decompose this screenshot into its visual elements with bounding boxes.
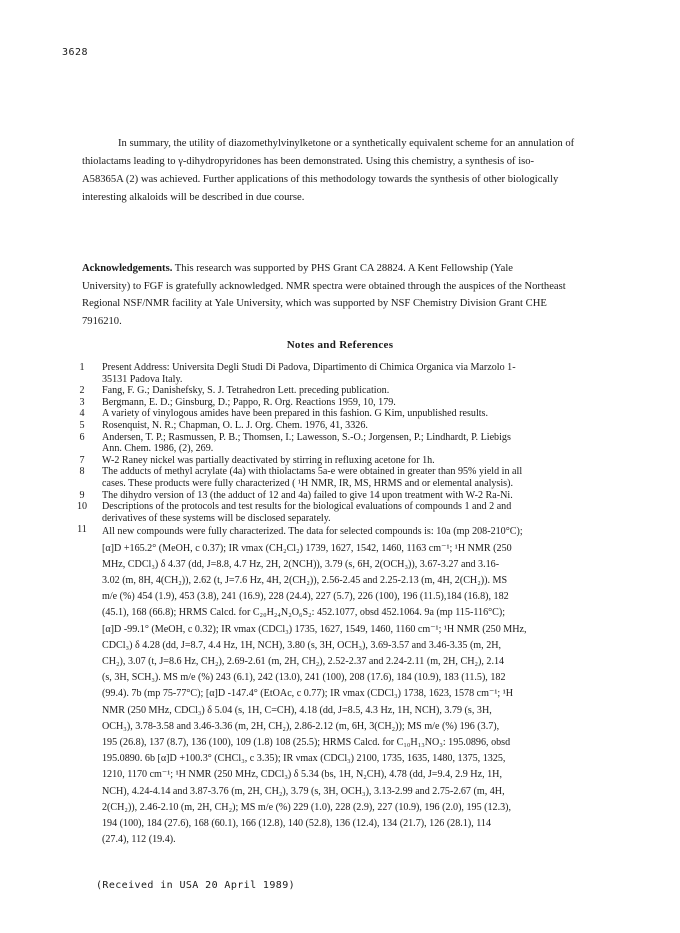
notes-heading: Notes and References <box>286 339 394 351</box>
note-number: 3 <box>79 396 85 408</box>
note-line: CDCl₃) δ 4.28 (dd, J=8.7, 4.4 Hz, 1H, NCH), 3.80 (s, 3H, OCH₃), 3.69-3.57 and 3.46-3.35 (m, 2H, <box>102 639 502 651</box>
note-text <box>102 466 622 489</box>
note-line: OCH₃), 3.78-3.58 and 3.46-3.36 (m, 2H, CH₂), 2.86-2.12 (m, 6H, 3(CH₂)); MS m/e (%) 196 (3.7), <box>102 720 500 732</box>
note-item <box>62 466 622 489</box>
note-item <box>62 408 622 420</box>
note-line: Fang, F. G.; Danishefsky, S. J. Tetrahedron Lett. preceding publication. <box>102 385 390 397</box>
note-number: 6 <box>79 431 85 443</box>
note-line: [α]D -99.1° (MeOH, c 0.32); IR νmax (CDCl₃) 1735, 1627, 1549, 1460, 1160 cm⁻¹; ¹H NMR (250 MHz, <box>102 623 527 635</box>
note-item <box>62 455 622 467</box>
summary-line: thiolactams leading to γ-dihydropyridones has been demonstrated. Using this chemistry, a synthesis of iso- <box>82 156 535 167</box>
summary-paragraph <box>82 135 610 207</box>
acknowledgements-line: 7916210. <box>82 315 122 327</box>
note-text <box>102 432 622 455</box>
acknowledgements-text: This research was supported by PHS Grant CA 28824. A Kent Fellowship (Yale <box>172 263 513 274</box>
summary-line: interesting alkaloids will be described in due course. <box>82 192 305 203</box>
note-text <box>102 420 622 432</box>
note-number: 9 <box>79 489 85 501</box>
acknowledgements-line: University) to FGF is gratefully acknowledged. NMR spectra were obtained through the auspices of the Northeast <box>82 280 566 292</box>
note-text <box>102 501 622 524</box>
note-item <box>62 501 622 524</box>
note-line: W-2 Raney nickel was partially deactivated by stirring in refluxing acetone for 1h. <box>102 454 435 466</box>
note-number: 1 <box>79 362 85 373</box>
note-item <box>62 385 622 397</box>
note-number: 5 <box>79 419 85 431</box>
note-line: All new compounds were fully characterized. The data for selected compounds is: 10a (mp 208-210°C); <box>102 526 523 538</box>
note-line: [α]D +165.2° (MeOH, c 0.37); IR νmax (CH₂Cl₂) 1739, 1627, 1542, 1460, 1163 cm⁻¹; ¹H NMR (250 <box>102 542 512 554</box>
note-line: 35131 Padova Italy. <box>102 373 183 385</box>
acknowledgements-line <box>82 260 610 278</box>
note-line: Rosenquist, N. R.; Chapman, O. L. J. Org. Chem. 1976, 41, 3326. <box>102 419 368 431</box>
received-date: (Received in USA 20 April 1989) <box>96 880 296 891</box>
note-line: (45.1), 168 (66.8); HRMS Calcd. for C₂₀H₂₄N₂O₆S₂: 452.1077, obsd 452.1064. 9a (mp 115-116°C); <box>102 607 506 619</box>
note-line: Ann. Chem. 1986, (2), 269. <box>102 443 214 455</box>
note-line: Descriptions of the protocols and test results for the biological evaluations of compounds 1 and 2 and <box>102 501 512 513</box>
note-number: 4 <box>79 408 85 420</box>
note-text <box>102 490 622 502</box>
notes-list <box>62 362 622 848</box>
note-number: 10 <box>76 501 88 513</box>
note-text <box>102 524 622 848</box>
summary-line: In summary, the utility of diazomethylvinylketone or a synthetically equivalent scheme for an annulation of <box>118 138 575 149</box>
note-text <box>102 385 622 397</box>
note-line: Present Address: Universita Degli Studi Di Padova, Dipartimento di Chimica Organica via Marzolo 1- <box>102 362 516 373</box>
note-item <box>62 490 622 502</box>
note-line: (99.4). 7b (mp 75-77°C); [α]D -147.4° (EtOAc, c 0.77); IR νmax (CDCl₃) 1738, 1623, 1578 cm⁻¹; ¹H <box>102 688 514 700</box>
note-line: (27.4), 112 (19.4). <box>102 834 176 846</box>
note-item <box>62 420 622 432</box>
note-line: Andersen, T. P.; Rasmussen, P. B.; Thomsen, I.; Lawesson, S.-O.; Jorgensen, P.; Lindhardt, P. Liebigs <box>102 431 511 443</box>
note-line: CH₂), 3.07 (t, J=8.6 Hz, CH₂), 2.69-2.61 (m, 2H, CH₂), 2.52-2.37 and 2.24-2.11 (m, 2H, CH₂), 2.14 <box>102 655 505 667</box>
note-text <box>102 455 622 467</box>
note-line: The adducts of methyl acrylate (4a) with thiolactams 5a-e were obtained in greater than 95% yield in all <box>102 466 523 478</box>
note-text <box>102 362 622 385</box>
note-line: 195.0890. 6b [α]D +100.3° (CHCl₃, c 3.35); IR νmax (CDCl₃) 2100, 1735, 1635, 1480, 1375, 1325, <box>102 753 506 765</box>
page-number: 3628 <box>62 47 89 58</box>
note-line: NCH), 4.24-4.14 and 3.87-3.76 (m, 2H, CH₂), 3.79 (s, 3H, OCH₃), 3.13-2.99 and 2.75-2.67 (m, 4H, <box>102 785 505 797</box>
note-line: (s, 3H, SCH₃). MS m/e (%) 243 (6.1), 242 (13.0), 241 (100), 208 (17.6), 184 (10.9), 183 (11.5), 182 <box>102 672 506 684</box>
note-number: 11 <box>77 524 87 536</box>
note-line: The dihydro version of 13 (the adduct of 12 and 4a) failed to give 14 upon treatment with W-2 Ra-Ni. <box>102 489 513 501</box>
acknowledgements-heading: Acknowledgements. <box>82 263 173 274</box>
note-line: 1210, 1170 cm⁻¹; ¹H NMR (250 MHz, CDCl₃) δ 5.34 (bs, 1H, N₂CH), 4.78 (dd, J=9.4, 2.9 Hz, 1H, <box>102 769 502 781</box>
note-line: 195 (26.8), 137 (8.7), 136 (100), 109 (1.8) 108 (25.5); HRMS Calcd. for C₁₀H₁₃NO₃: 195.0896, obsd <box>102 736 511 748</box>
note-number: 8 <box>79 466 85 478</box>
note-line: derivatives of these systems will be disclosed separately. <box>102 512 331 524</box>
note-item <box>62 397 622 409</box>
note-text <box>102 408 622 420</box>
note-line: 2(CH₂)), 2.46-2.10 (m, 2H, CH₂); MS m/e (%) 229 (1.0), 228 (2.9), 227 (10.9), 196 (2.0), 195 (12.3), <box>102 801 512 813</box>
note-line: 194 (100), 184 (27.6), 168 (60.1), 166 (12.8), 140 (52.8), 136 (12.4), 134 (21.7), 126 (28.1), 114 <box>102 817 492 829</box>
note-line: m/e (%) 454 (1.9), 453 (3.8), 241 (16.9), 228 (24.4), 227 (5.7), 226 (100), 196 (11.5),184 (16.8), 182 <box>102 591 509 603</box>
note-line: Bergmann, E. D.; Ginsburg, D.; Pappo, R. Org. Reactions 1959, 10, 179. <box>102 396 396 408</box>
acknowledgements-paragraph <box>82 260 610 330</box>
note-line: 3.02 (m, 8H, 4(CH₂)), 2.62 (t, J=7.6 Hz, 4H, 2(CH₂)), 2.56-2.45 and 2.25-2.13 (m, 4H, 2(CH₂)). MS <box>102 574 508 586</box>
note-text <box>102 397 622 409</box>
note-item <box>62 524 622 848</box>
note-line: A variety of vinylogous amides have been prepared in this fashion. G Kim, unpublished results. <box>102 408 489 420</box>
note-item <box>62 432 622 455</box>
summary-line: A58365A (2) was achieved. Further applications of this methodology towards the synthesis of other biologically <box>82 174 559 185</box>
note-number: 2 <box>79 385 85 397</box>
note-line: cases. These products were fully characterized ( ¹H NMR, IR, MS, HRMS and or elemental analysis). <box>102 477 513 489</box>
note-line: MHz, CDCl₃) δ 4.37 (dd, J=8.8, 4.7 Hz, 2H, 2(NCH)), 3.79 (s, 6H, 2(OCH₃)), 3.67-3.27 and 3.16- <box>102 558 500 570</box>
note-line: NMR (250 MHz, CDCl₃) δ 5.04 (s, 1H, C=CH), 4.18 (dd, J=8.5, 4.3 Hz, 1H, NCH), 3.79 (s, 3H, <box>102 704 492 716</box>
note-item <box>62 362 622 385</box>
note-number: 7 <box>79 454 85 466</box>
acknowledgements-line: Regional NSF/NMR facility at Yale University, which was supported by NSF Chemistry Division Grant CHE <box>82 298 547 309</box>
